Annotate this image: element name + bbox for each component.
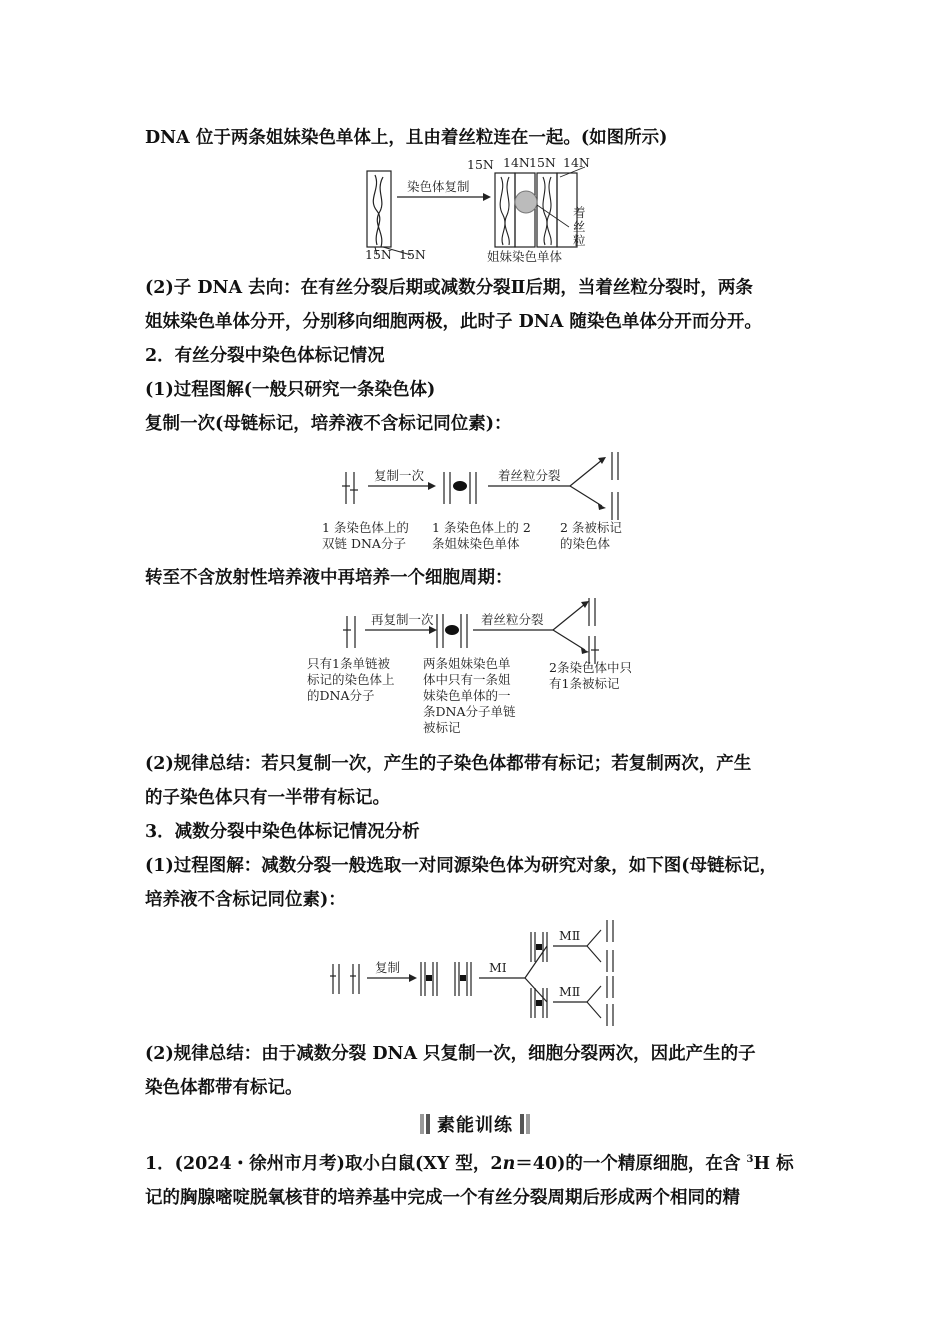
arrow-label-replication: 染色体复制 bbox=[407, 179, 470, 194]
caption-sister-2: 条姐妹染色单体 bbox=[432, 536, 520, 551]
banner-bar-left-outer bbox=[420, 1114, 424, 1134]
section-banner bbox=[410, 1110, 540, 1138]
para-process-diagram: (1)过程图解(一般只研究一条染色体) bbox=[145, 380, 436, 400]
sister-chromatid-label: 姐妹染色单体 bbox=[487, 249, 563, 264]
banner-bar-right-inner bbox=[520, 1114, 524, 1134]
label-15n-left: 15N bbox=[365, 247, 392, 262]
figure-meiosis bbox=[325, 918, 635, 1030]
caption-two-labeled-2: 的染色体 bbox=[560, 536, 611, 551]
centromere-label-3: 粒 bbox=[573, 233, 586, 248]
para-meiosis-summary-1: (2)规律总结：由于减数分裂 DNA 只复制一次，细胞分裂两次，因此产生的子 bbox=[145, 1044, 756, 1064]
caption-one-of-two-1: 两条姐妹染色单 bbox=[423, 656, 511, 671]
label-top-14n-b: 14N bbox=[563, 155, 590, 170]
para-dna-destination-1: (2)子 DNA 去向：在有丝分裂后期或减数分裂Ⅱ后期，当着丝粒分裂时，两条 bbox=[145, 278, 753, 298]
caption-one-of-two-5: 被标记 bbox=[423, 720, 461, 735]
caption-one-of-two-4: 条DNA分子单链 bbox=[423, 704, 516, 719]
caption-sister-1: 1 条染色体上的 2 bbox=[432, 520, 531, 535]
para-replicate-once: 复制一次(母链标记，培养液不含标记同位素)： bbox=[145, 414, 512, 434]
caption-single-strand-1: 只有1条单链被 bbox=[307, 656, 390, 671]
arrow-label-meiosis-replication: 复制 bbox=[375, 960, 401, 975]
label-top-15n-b: 15N bbox=[529, 155, 556, 170]
chromosome-box-left bbox=[367, 171, 391, 247]
label-top-15n-a: 15N bbox=[467, 157, 494, 172]
label-meiosis-one: MⅠ bbox=[489, 960, 507, 975]
question-1-line-1: 1．(2024・徐州市月考)取小白鼠(XY 型，2n＝40)的一个精原细胞，在含 $^3$H 标 bbox=[145, 1154, 794, 1174]
question-1-line-2: 记的胸腺嘧啶脱氧核苷的培养基中完成一个有丝分裂周期后形成两个相同的精 bbox=[145, 1188, 740, 1208]
caption-half-labeled-1: 2条染色体中只 bbox=[549, 660, 632, 675]
centromere-label-1: 着 bbox=[573, 205, 586, 220]
caption-two-labeled-1: 2 条被标记 bbox=[560, 520, 622, 535]
centromere-circle bbox=[515, 191, 537, 213]
label-meiosis-two-b: MⅡ bbox=[559, 984, 581, 999]
para-meiosis-process-2: 培养液不含标记同位素)： bbox=[145, 890, 346, 910]
caption-double-strand-2: 双链 DNA分子 bbox=[322, 536, 406, 551]
caption-double-strand-1: 1 条染色体上的 bbox=[322, 520, 409, 535]
para-dna-position: DNA 位于两条姐妹染色单体上，且由着丝粒连在一起。(如图所示) bbox=[145, 128, 668, 148]
banner-bar-right-outer bbox=[526, 1114, 530, 1134]
caption-one-of-two-3: 妹染色单体的一 bbox=[423, 688, 511, 703]
banner-bar-left-inner bbox=[426, 1114, 430, 1134]
heading-meiosis-labeling: 3．减数分裂中染色体标记情况分析 bbox=[145, 822, 420, 842]
arrow-label-centromere-split: 着丝粒分裂 bbox=[498, 468, 561, 483]
para-transfer-culture: 转至不含放射性培养液中再培养一个细胞周期： bbox=[145, 568, 513, 588]
figure-chromosome-replication bbox=[355, 155, 615, 267]
caption-one-of-two-2: 体中只有一条姐 bbox=[423, 672, 511, 687]
heading-mitosis-labeling: 2．有丝分裂中染色体标记情况 bbox=[145, 346, 385, 366]
arrow-label-centromere-split-2: 着丝粒分裂 bbox=[481, 612, 544, 627]
para-meiosis-summary-2: 染色体都带有标记。 bbox=[145, 1078, 303, 1098]
arrow-label-replicate-once: 复制一次 bbox=[374, 468, 425, 483]
para-meiosis-process-1: (1)过程图解：减数分裂一般选取一对同源染色体为研究对象，如下图(母链标记， bbox=[145, 856, 778, 876]
figure-replicate-again bbox=[305, 596, 655, 740]
section-title: 素能训练 bbox=[437, 1115, 513, 1136]
arrow-label-replicate-again: 再复制一次 bbox=[371, 612, 434, 627]
caption-half-labeled-2: 有1条被标记 bbox=[549, 676, 620, 691]
figure-replicate-once bbox=[320, 448, 640, 554]
caption-single-strand-3: 的DNA分子 bbox=[307, 688, 375, 703]
label-15n-right: 15N bbox=[399, 247, 426, 262]
para-dna-destination-2: 姐妹染色单体分开，分别移向细胞两极，此时子 DNA 随染色单体分开而分开。 bbox=[145, 312, 762, 332]
caption-single-strand-2: 标记的染色体上 bbox=[307, 672, 395, 687]
para-rule-summary-2: 的子染色体只有一半带有标记。 bbox=[145, 788, 390, 808]
para-rule-summary-1: (2)规律总结：若只复制一次，产生的子染色体都带有标记；若复制两次，产生 bbox=[145, 754, 752, 774]
label-meiosis-two-a: MⅡ bbox=[559, 928, 581, 943]
centromere-label-2: 丝 bbox=[573, 219, 586, 234]
label-top-14n-a: 14N bbox=[503, 155, 530, 170]
